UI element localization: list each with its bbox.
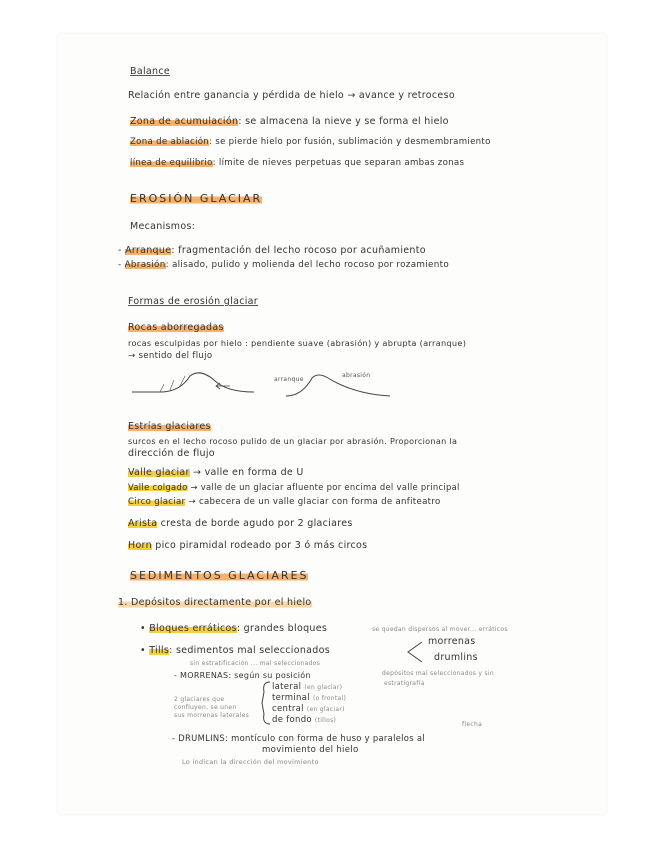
bloques-text: : grandes bloques — [236, 623, 328, 634]
rocas-text-1: rocas esculpidas por hielo : pendiente suave (abrasión) y abrupta (arranque) — [128, 338, 467, 348]
side-note-1: 2 glaciares que — [174, 696, 225, 703]
valle-glaciar-term: Valle glaciar — [128, 467, 190, 478]
side-note-2: confluyen, se unen — [174, 704, 237, 711]
tills-text: : sedimentos mal seleccionados — [169, 645, 330, 656]
morrenas-text: : según su posición — [228, 671, 311, 680]
arranque-term: Arranque — [125, 245, 172, 256]
arista-text: cresta de borde agudo por 2 glaciares — [157, 518, 353, 529]
roca-aborregada-sketch — [130, 362, 260, 402]
zona-acumulacion-line — [130, 116, 449, 128]
depositos-line — [118, 597, 312, 609]
linea-equilibrio-term: línea de equilibrio — [130, 158, 213, 168]
bottom-note: Lo indican la dirección del movimiento — [182, 758, 319, 766]
morrenas-head: - MORRENAS — [174, 671, 229, 680]
rocas-aborregadas-line — [128, 322, 224, 334]
bloques-line: • Bloques erráticos: grandes bloques — [140, 623, 328, 634]
horn-term: Horn — [128, 540, 152, 551]
terminal-note: (o frontal) — [312, 695, 347, 702]
side-note-3: sus morrenas laterales — [174, 712, 249, 719]
tills-term: Tills — [149, 645, 170, 656]
drumlins-line — [172, 732, 425, 744]
section-erosion-glaciar — [130, 193, 262, 205]
morrenas-option: morrenas — [428, 636, 476, 647]
fondo-note: (tillos) — [314, 717, 337, 724]
section-sedimentos-title: SEDIMENTOS GLACIARES — [130, 569, 309, 582]
label-arranque: arranque — [274, 376, 304, 383]
linea-equilibrio-line — [130, 157, 464, 169]
circo-glaciar-line — [128, 496, 441, 508]
linea-equilibrio-text: : límite de nieves perpetuas que separan ambas zonas — [212, 158, 465, 168]
flecha-note: flecha — [462, 721, 483, 728]
morrenas-note-1: depósitos mal seleccionados y sin — [382, 670, 494, 677]
valle-colgado-line — [128, 481, 460, 493]
zona-ablacion-text: : se pierde hielo por fusión, sublimación y desmembramiento — [209, 137, 491, 147]
valle-glaciar-text: → valle en forma de U — [189, 467, 304, 478]
terminal-label: terminal — [272, 693, 310, 703]
circo-glaciar-term: Circo glaciar — [128, 497, 186, 507]
valle-colgado-term: Valle colgado — [128, 482, 188, 492]
abrasion-term: Abrasión — [124, 260, 166, 270]
tills-line: • Tills: sedimentos mal seleccionados — [140, 645, 330, 656]
estrias-text-2: dirección de flujo — [128, 448, 215, 459]
valle-colgado-text: → valle de un glaciar afluente por encima del valle principal — [187, 482, 460, 492]
abrasion-line: - Abrasión: alisado, pulido y molienda del lecho rocoso por rozamiento — [118, 260, 450, 270]
central-label: central — [272, 704, 304, 714]
heading-balance: Balance — [130, 66, 170, 77]
arista-line — [128, 518, 353, 530]
rocas-aborregadas-term: Rocas aborregadas — [128, 322, 224, 333]
balance-definition: Relación entre ganancia y pérdida de hielo → avance y retroceso — [128, 90, 455, 101]
zona-acumulacion-text: : se almacena la nieve y se forma el hielo — [238, 116, 449, 127]
horn-text: pico piramidal rodeado por 3 ó más circos — [151, 540, 368, 551]
abrasion-text: : alisado, pulido y molienda del lecho rocoso por rozamiento — [165, 260, 450, 270]
drumlins-option: drumlins — [434, 652, 478, 663]
section-sedimentos — [130, 570, 308, 582]
valle-glaciar-line — [128, 467, 304, 479]
label-abrasion: abrasión — [342, 372, 371, 379]
drumlins-text-1: : montículo con forma de huso y paralelos al — [225, 733, 425, 743]
zona-acumulacion-term: Zona de acumulación — [130, 116, 239, 127]
morrenas-types-brace — [258, 680, 272, 726]
tills-note: sin estratificación ... mal seleccionados — [190, 660, 321, 667]
lateral-note: (en glaciar) — [304, 684, 343, 691]
formas-heading: Formas de erosión glaciar — [128, 296, 258, 307]
morrena-fondo — [272, 714, 336, 727]
rocas-text-2: → sentido del flujo — [128, 351, 213, 361]
morrenas-note-2: estratigrafía — [384, 680, 425, 687]
fondo-label: de fondo — [272, 715, 312, 725]
arranque-line: - Arranque: fragmentación del lecho rocoso por acuñamiento — [118, 245, 426, 256]
drumlins-head: - DRUMLINS — [172, 733, 226, 743]
lateral-label: lateral — [272, 682, 302, 692]
mecanismos-label: Mecanismos: — [130, 221, 196, 232]
drumlins-text-2: movimiento del hielo — [262, 745, 359, 755]
bloques-term: Bloques erráticos — [149, 623, 237, 634]
estrias-line — [128, 421, 211, 433]
section-erosion-title: EROSIÓN GLACIAR — [130, 192, 263, 205]
estrias-term: Estrías glaciares — [128, 421, 211, 432]
depositos-heading: 1. Depósitos directamente por el hielo — [118, 597, 312, 608]
tills-brace — [404, 640, 424, 664]
horn-line — [128, 540, 367, 552]
estrias-text-1: surcos en el lecho rocoso pulido de un glaciar por abrasión. Proporcionan la — [128, 436, 458, 446]
zona-ablacion-term: Zona de ablación — [130, 137, 210, 147]
central-note: (en glaciar) — [306, 706, 345, 713]
circo-glaciar-text: → cabecera de un valle glaciar con forma de anfiteatro — [185, 497, 441, 507]
arranque-text: : fragmentación del lecho rocoso por acuñamiento — [171, 245, 426, 256]
arista-term: Arista — [128, 518, 158, 529]
bloques-note: se quedan dispersos al mover... erráticos — [372, 626, 508, 633]
zona-ablacion-line — [130, 136, 491, 148]
